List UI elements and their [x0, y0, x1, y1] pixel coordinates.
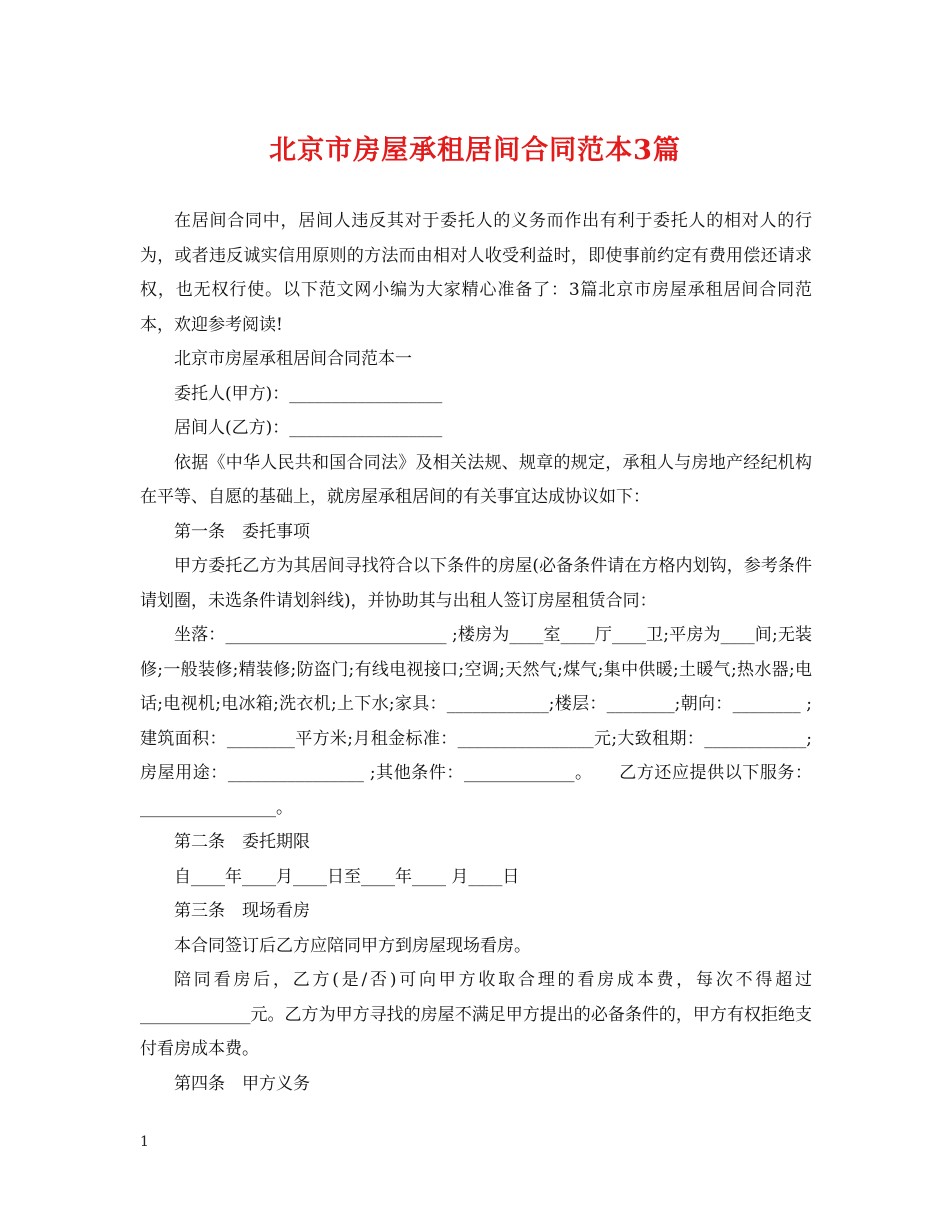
page-number: 1 — [140, 1134, 149, 1150]
party-a-line: 委托人(甲方)：__________________ — [174, 383, 443, 404]
term-line: 自____年____月____日至____年____ 月____日 — [174, 866, 520, 887]
section-heading: 北京市房屋承租居间合同范本一 — [174, 349, 412, 369]
article-1-paragraph: 甲方委托乙方为其居间寻找符合以下条件的房屋(必备条件请在方格内划钩，参考条件请划圈，未选条件请划斜线)，并协助其与出租人签订房屋租赁合同： — [140, 556, 812, 611]
article-2-heading: 第二条 委托期限 — [174, 832, 310, 852]
viewing-line: 本合同签订后乙方应陪同甲方到房屋现场看房。 — [174, 935, 531, 956]
party-b-line: 居间人(乙方)：__________________ — [174, 418, 443, 438]
intro-paragraph: 在居间合同中，居间人违反其对于委托人的义务而作出有利于委托人的相对人的行为，或者违反诚实信用原则的方法而由相对人收受利益时，即使事前约定有费用偿还请求权，也无权行使。以下范文网小编为大家精心准备了：3篇北京市房屋承租居间合同范本，欢迎参考阅读! — [140, 211, 812, 335]
article-3-heading: 第三条 现场看房 — [174, 901, 310, 921]
basis-paragraph: 依据《中华人民共和国合同法》及相关法规、规章的规定，承租人与房地产经纪机构在平等、自愿的基础上，就房屋承租居间的有关事宜达成协议如下： — [140, 452, 812, 507]
viewing-fee-paragraph: 陪同看房后，乙方(是/否)可向甲方收取合理的看房成本费，每次不得超过_____________元。乙方为甲方寻找的房屋不满足甲方提出的必备条件的，甲方有权拒绝支付看房成本费。 — [140, 970, 812, 1059]
document-title: 北京市房屋承租居间合同范本3篇 — [269, 135, 681, 166]
property-conditions-paragraph: 坐落：__________________________ ;楼房为____室____厅____卫;平房为____间;无装修;一般装修;精装修;防盗门;有线电视接口;空调;天然气;煤气;集中供暖;土暖气;热水器;电话;电视机;电冰箱;洗衣机;上下水;家具：____________;楼层：________;朝向：________ ;建筑面积：________平方米;月租金标准：________________元;大致租期：____________;房屋用途：________________ ;其他条件：_____________。 乙方还应提供以下服务：________________。 — [140, 625, 812, 818]
article-4-heading: 第四条 甲方义务 — [174, 1073, 310, 1094]
document-body — [140, 204, 812, 1101]
article-1-heading: 第一条 委托事项 — [174, 521, 310, 542]
